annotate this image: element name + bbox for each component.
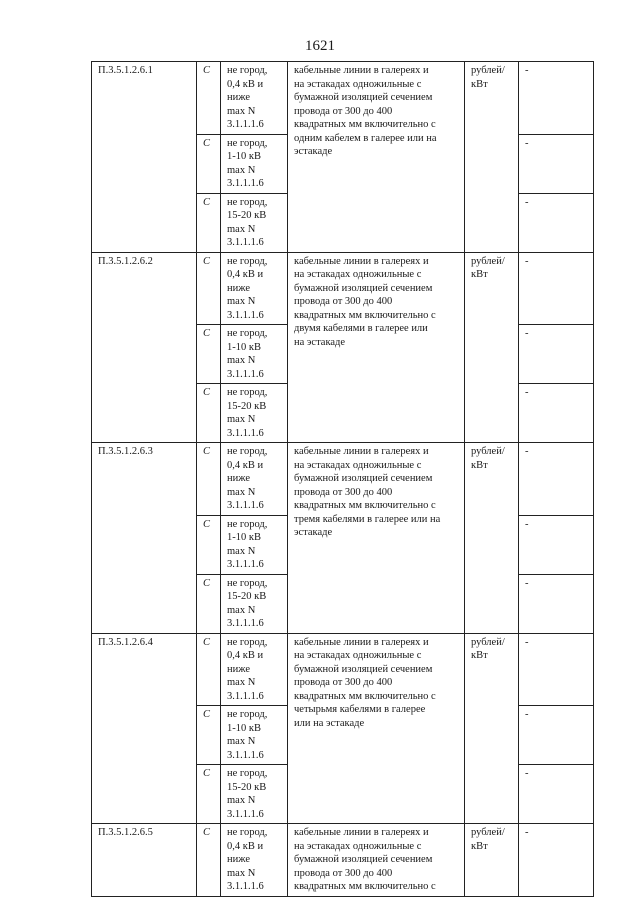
row-value: - xyxy=(519,443,594,516)
row-letter: С xyxy=(197,443,221,516)
row-value: - xyxy=(519,824,594,897)
table-row xyxy=(92,443,594,516)
row-condition: не город, 1-10 кВ max N 3.1.1.1.6 xyxy=(221,515,288,574)
row-letter: С xyxy=(197,765,221,824)
row-value: - xyxy=(519,62,594,135)
row-condition: не город, 0,4 кВ и ниже max N 3.1.1.1.6 xyxy=(221,824,288,897)
row-value: - xyxy=(519,384,594,443)
row-condition: не город, 0,4 кВ и ниже max N 3.1.1.1.6 xyxy=(221,62,288,135)
row-description: кабельные линии в галереях и на эстакадах одножильные с бумажной изоляцией сечением провода от 300 до 400 квадратных мм включительно с одним кабелем в галерее или на эстакаде xyxy=(288,62,465,253)
row-condition: не город, 1-10 кВ max N 3.1.1.1.6 xyxy=(221,134,288,193)
row-condition: не город, 15-20 кВ max N 3.1.1.1.6 xyxy=(221,193,288,252)
row-condition: не город, 1-10 кВ max N 3.1.1.1.6 xyxy=(221,325,288,384)
row-letter: С xyxy=(197,706,221,765)
row-value: - xyxy=(519,515,594,574)
row-condition: не город, 0,4 кВ и ниже max N 3.1.1.1.6 xyxy=(221,252,288,325)
tariff-table xyxy=(91,61,594,897)
row-letter: С xyxy=(197,193,221,252)
row-unit: рублей/ кВт xyxy=(465,62,519,253)
row-value: - xyxy=(519,574,594,633)
row-value: - xyxy=(519,252,594,325)
row-code: П.3.5.1.2.6.4 xyxy=(92,633,197,824)
row-unit: рублей/ кВт xyxy=(465,252,519,443)
row-description: кабельные линии в галереях и на эстакадах одножильные с бумажной изоляцией сечением провода от 300 до 400 квадратных мм включительно с четырьмя кабелями в галерее или на эстакаде xyxy=(288,633,465,824)
row-letter: С xyxy=(197,325,221,384)
row-condition: не город, 15-20 кВ max N 3.1.1.1.6 xyxy=(221,765,288,824)
row-value: - xyxy=(519,765,594,824)
row-letter: С xyxy=(197,574,221,633)
row-code: П.3.5.1.2.6.5 xyxy=(92,824,197,897)
row-value: - xyxy=(519,325,594,384)
row-letter: С xyxy=(197,134,221,193)
row-unit: рублей/ кВт xyxy=(465,633,519,824)
row-description: кабельные линии в галереях и на эстакадах одножильные с бумажной изоляцией сечением провода от 300 до 400 квадратных мм включительно с тремя кабелями в галерее или на эстакаде xyxy=(288,443,465,634)
row-condition: не город, 15-20 кВ max N 3.1.1.1.6 xyxy=(221,574,288,633)
row-letter: С xyxy=(197,515,221,574)
row-value: - xyxy=(519,134,594,193)
row-value: - xyxy=(519,633,594,706)
row-letter: С xyxy=(197,62,221,135)
row-description: кабельные линии в галереях и на эстакадах одножильные с бумажной изоляцией сечением провода от 300 до 400 квадратных мм включительно с двумя кабелями в галерее или на эстакаде xyxy=(288,252,465,443)
row-condition: не город, 0,4 кВ и ниже max N 3.1.1.1.6 xyxy=(221,633,288,706)
row-condition: не город, 15-20 кВ max N 3.1.1.1.6 xyxy=(221,384,288,443)
row-description: кабельные линии в галереях и на эстакадах одножильные с бумажной изоляцией сечением провода от 300 до 400 квадратных мм включительно с xyxy=(288,824,465,897)
row-letter: С xyxy=(197,384,221,443)
row-code: П.3.5.1.2.6.3 xyxy=(92,443,197,634)
table-row xyxy=(92,633,594,706)
row-condition: не город, 0,4 кВ и ниже max N 3.1.1.1.6 xyxy=(221,443,288,516)
row-letter: С xyxy=(197,252,221,325)
table-row xyxy=(92,824,594,897)
page-number: 1621 xyxy=(305,38,335,54)
row-unit: рублей/ кВт xyxy=(465,443,519,634)
row-letter: С xyxy=(197,824,221,897)
table-row xyxy=(92,252,594,325)
row-letter: С xyxy=(197,633,221,706)
table-row xyxy=(92,62,594,135)
row-code: П.3.5.1.2.6.1 xyxy=(92,62,197,253)
row-condition: не город, 1-10 кВ max N 3.1.1.1.6 xyxy=(221,706,288,765)
row-value: - xyxy=(519,706,594,765)
row-unit: рублей/ кВт xyxy=(465,824,519,897)
row-code: П.3.5.1.2.6.2 xyxy=(92,252,197,443)
row-value: - xyxy=(519,193,594,252)
